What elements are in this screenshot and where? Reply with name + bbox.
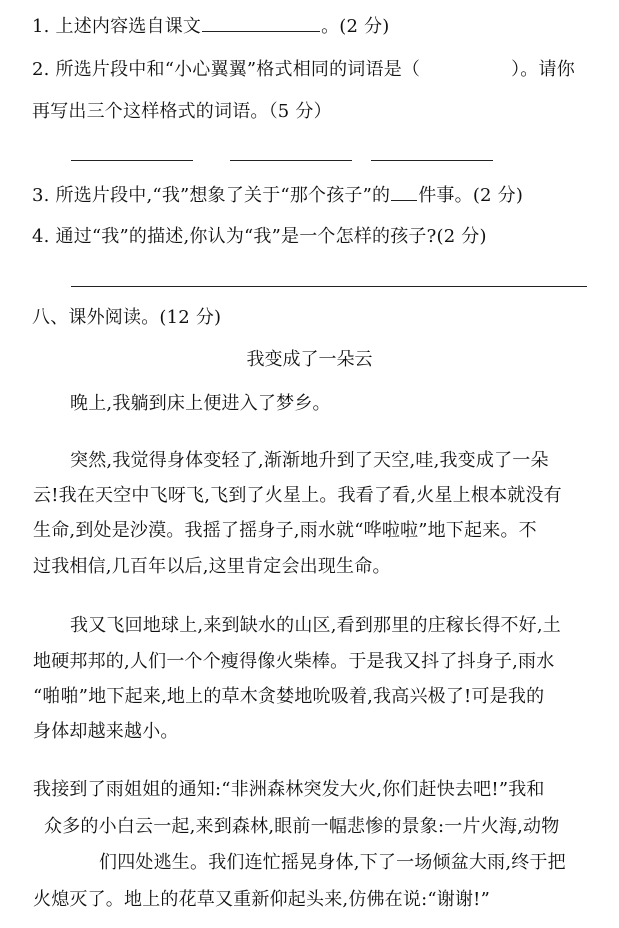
passage-paragraph-2-line-4: 过我相信,几百年以后,这里肯定会出现生命。 <box>33 556 391 577</box>
passage-paragraph-4-line-1: 我接到了雨姐姐的通知:“非洲森林突发大火,你们赶快去吧!”我和 <box>33 779 545 800</box>
question-2-answer-blank-1[interactable] <box>71 160 193 161</box>
passage-paragraph-4-line-2: 众多的小白云一起,来到森林,眼前一幅悲惨的景象:一片火海,动物 <box>44 816 560 837</box>
question-1 <box>32 13 390 39</box>
passage-paragraph-2-line-1: 突然,我觉得身体变轻了,渐渐地升到了天空,哇,我变成了一朵 <box>70 450 549 471</box>
passage-paragraph-3-line-1: 我又飞回地球上,来到缺水的山区,看到那里的庄稼长得不好,土 <box>70 615 561 636</box>
section-heading: 八、课外阅读。(12 分) <box>32 307 222 328</box>
question-1-score: 。(2 分) <box>321 16 390 37</box>
passage-paragraph-3-line-4: 身体却越来越小。 <box>33 721 179 742</box>
passage-paragraph-3-line-3: “啪啪”地下起来,地上的草木贪婪地吮吸着,我高兴极了!可是我的 <box>33 686 545 707</box>
passage-paragraph-2-line-2: 云!我在天空中飞呀飞,飞到了火星上。我看了看,火星上根本就没有 <box>33 485 562 506</box>
question-2-line-2: 再写出三个这样格式的词语。（5 分） <box>32 101 332 122</box>
question-3-score: 件事。(2 分) <box>418 185 524 206</box>
question-4-answer-blank[interactable] <box>71 286 587 287</box>
question-2-line-1: 2. 所选片段中和“小心翼翼”格式相同的词语是（ ）。请你 <box>32 59 575 80</box>
passage-paragraph-2-line-3: 生命,到处是沙漠。我摇了摇身子,雨水就“哗啦啦”地下起来。不 <box>33 520 537 541</box>
question-4: 4. 通过“我”的描述,你认为“我”是一个怎样的孩子?(2 分) <box>32 226 487 247</box>
passage-paragraph-1: 晚上,我躺到床上便进入了梦乡。 <box>70 393 331 414</box>
question-2-answer-blank-3[interactable] <box>371 160 493 161</box>
passage-paragraph-3-line-2: 地硬邦邦的,人们一个个瘦得像火柴棒。于是我又抖了抖身子,雨水 <box>33 651 555 672</box>
question-3 <box>32 182 523 208</box>
passage-title: 我变成了一朵云 <box>246 349 373 370</box>
question-1-answer-blank[interactable] <box>202 13 320 32</box>
question-1-text: 1. 上述内容选自课文 <box>32 16 202 37</box>
passage-paragraph-4-line-3: 们四处逃生。我们连忙摇晃身体,下了一场倾盆大雨,终于把 <box>99 852 566 873</box>
passage-paragraph-4-line-4: 火熄灭了。地上的花草又重新仰起头来,仿佛在说:“谢谢!” <box>33 889 491 910</box>
question-2-answer-blank-2[interactable] <box>230 160 352 161</box>
question-3-answer-blank[interactable] <box>391 182 417 201</box>
question-3-text: 3. 所选片段中,“我”想象了关于“那个孩子”的 <box>32 185 391 206</box>
